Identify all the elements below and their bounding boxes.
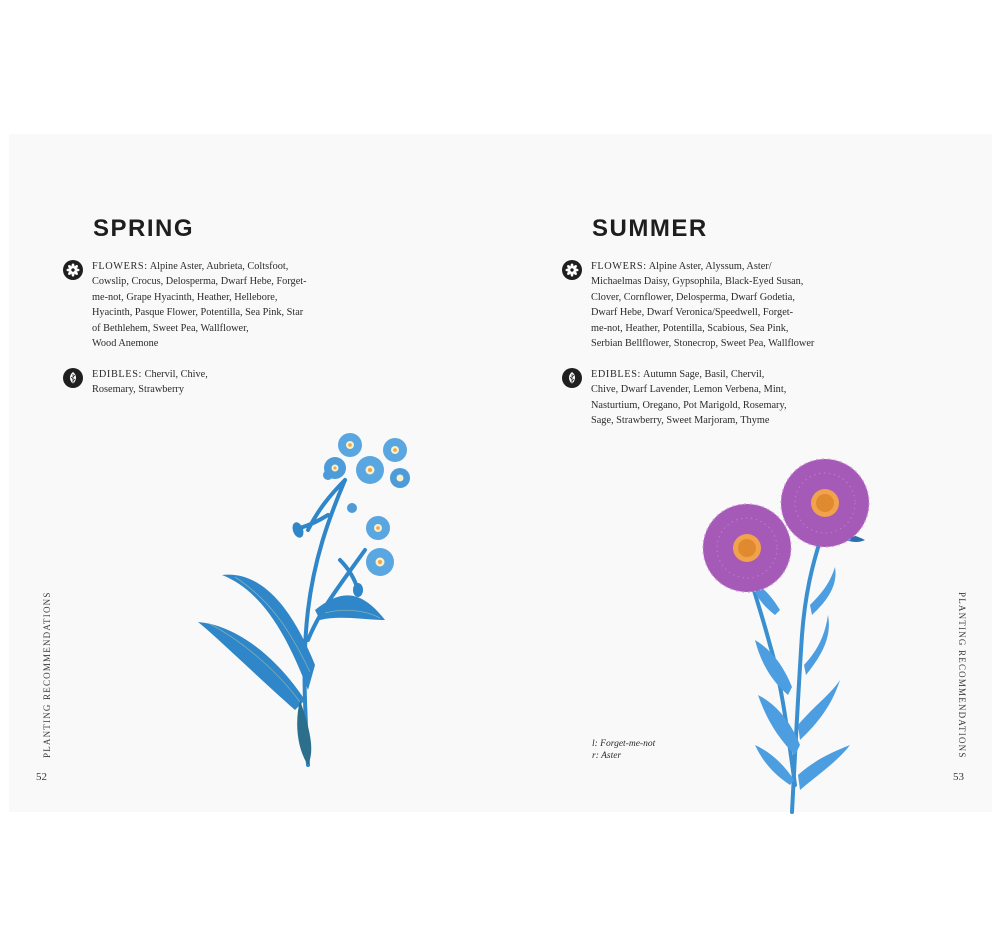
edibles-label: EDIBLES: (591, 369, 641, 380)
caption-left: l: Forget-me-not (592, 739, 656, 749)
spring-edibles-line: Chervil, Chive, (144, 369, 208, 380)
aster-illustration (700, 455, 880, 812)
summer-edibles-entry (562, 367, 852, 429)
summer-flowers-entry (562, 259, 852, 351)
flowers-label: FLOWERS: (92, 261, 148, 272)
summer-flowers-line: Serbian Bellflower, Stonecrop, Sweet Pea, Wallflower (591, 338, 815, 350)
spring-flowers-line: Cowslip, Crocus, Delosperma, Dwarf Hebe, Forget- (92, 276, 307, 288)
right-page-number: 53 (953, 771, 964, 783)
spring-flowers-line: Hyacinth, Pasque Flower, Potentilla, Sea Pink, Star (92, 307, 304, 319)
summer-edibles-text (591, 367, 787, 429)
leaf-icon (63, 368, 83, 388)
spring-flowers-text (92, 259, 307, 351)
spring-edibles-entry (63, 367, 333, 398)
summer-edibles-line: Chive, Dwarf Lavender, Lemon Verbena, Mint, (591, 384, 787, 396)
right-running-header: PLANTING RECOMMENDATIONS (957, 592, 967, 759)
summer-heading: SUMMER (592, 215, 708, 242)
summer-flowers-line: Alpine Aster, Alyssum, Aster/ (648, 261, 772, 272)
summer-edibles-line: Sage, Strawberry, Sweet Marjoram, Thyme (591, 415, 770, 427)
flower-icon (562, 260, 582, 280)
spring-flowers-line: Wood Anemone (92, 338, 159, 350)
summer-flowers-line: Michaelmas Daisy, Gypsophila, Black-Eyed Susan, (591, 276, 804, 288)
summer-edibles-line: Nasturtium, Oregano, Pot Marigold, Rosemary, (591, 399, 787, 411)
spring-flowers-line: Alpine Aster, Aubrieta, Coltsfoot, (149, 261, 289, 272)
spring-flowers-entry (63, 259, 333, 351)
summer-flowers-line: Clover, Cornflower, Delosperma, Dwarf Godetia, (591, 291, 795, 303)
figure-caption (592, 738, 655, 762)
spring-flowers-line: of Bethlehem, Sweet Pea, Wallflower, (92, 322, 249, 334)
summer-flowers-line: Dwarf Hebe, Dwarf Veronica/Speedwell, Forget- (591, 307, 794, 319)
spring-edibles-line: Rosemary, Strawberry (92, 384, 184, 396)
flower-icon (63, 260, 83, 280)
summer-edibles-line: Autumn Sage, Basil, Chervil, (643, 369, 765, 380)
flowers-label: FLOWERS: (591, 261, 647, 272)
left-running-header: PLANTING RECOMMENDATIONS (42, 591, 52, 758)
left-page-number: 52 (36, 771, 47, 783)
summer-flowers-line: me-not, Heather, Potentilla, Scabious, Sea Pink, (591, 322, 789, 334)
summer-flowers-text (591, 259, 814, 351)
forget-me-not-illustration (190, 410, 430, 775)
caption-right: r: Aster (592, 751, 622, 761)
spring-flowers-line: me-not, Grape Hyacinth, Heather, Hellebore, (92, 291, 278, 303)
edibles-label: EDIBLES: (92, 369, 142, 380)
spring-edibles-text (92, 367, 208, 398)
leaf-icon (562, 368, 582, 388)
spring-heading: SPRING (93, 215, 195, 242)
